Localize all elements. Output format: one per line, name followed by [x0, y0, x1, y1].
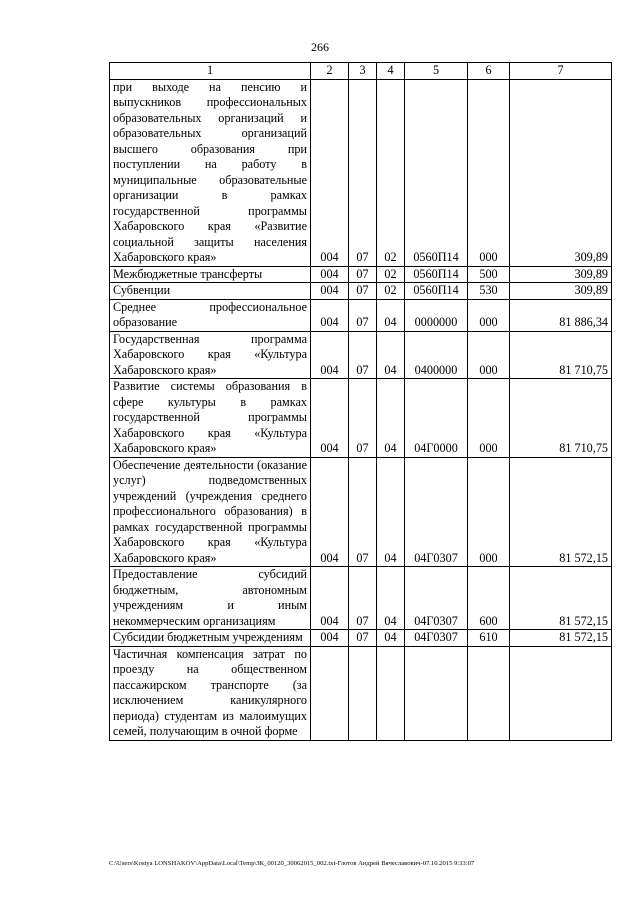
table-row — [110, 299, 612, 331]
cell-target-article: 0400000 — [405, 331, 468, 379]
cell-section: 07 — [349, 266, 377, 283]
column-header: 1 — [110, 63, 311, 80]
cell-expense-type — [468, 646, 510, 740]
cell-subsection — [377, 646, 405, 740]
table-row — [110, 646, 612, 740]
budget-table — [109, 62, 612, 741]
row-description: Субсидии бюджетным учреждениям — [110, 630, 311, 647]
cell-subsection: 04 — [377, 299, 405, 331]
cell-ministry-code: 004 — [311, 630, 349, 647]
table-row — [110, 79, 612, 266]
cell-target-article: 0560П14 — [405, 79, 468, 266]
row-description: Субвенции — [110, 283, 311, 300]
row-description: Развитие системы образования в сфере культуры в рамках государственной программы Хабаровского края «Культура Хабаровского края» — [110, 379, 311, 458]
cell-amount: 309,89 — [510, 266, 612, 283]
row-description: Межбюджетные трансферты — [110, 266, 311, 283]
cell-subsection: 04 — [377, 331, 405, 379]
page-number: 266 — [311, 40, 329, 54]
cell-amount: 309,89 — [510, 79, 612, 266]
table-row — [110, 331, 612, 379]
cell-expense-type: 000 — [468, 331, 510, 379]
cell-target-article: 0000000 — [405, 299, 468, 331]
cell-expense-type: 000 — [468, 79, 510, 266]
cell-amount: 81 710,75 — [510, 331, 612, 379]
cell-section: 07 — [349, 379, 377, 458]
cell-amount: 81 572,15 — [510, 630, 612, 647]
table-row — [110, 379, 612, 458]
column-header: 3 — [349, 63, 377, 80]
cell-target-article: 04Г0000 — [405, 379, 468, 458]
column-header: 2 — [311, 63, 349, 80]
cell-subsection: 04 — [377, 567, 405, 630]
cell-section: 07 — [349, 283, 377, 300]
row-description: Государственная программа Хабаровского края «Культура Хабаровского края» — [110, 331, 311, 379]
cell-amount: 81 572,15 — [510, 567, 612, 630]
row-description: Обеспечение деятельности (оказание услуг) подведомственных учреждений (учреждения среднего профессионального образования) в рамках государственной программы Хабаровского края «Культура Хабаровского края» — [110, 457, 311, 567]
cell-expense-type: 000 — [468, 299, 510, 331]
cell-ministry-code: 004 — [311, 379, 349, 458]
cell-subsection: 02 — [377, 266, 405, 283]
cell-amount — [510, 646, 612, 740]
cell-target-article: 04Г0307 — [405, 567, 468, 630]
cell-target-article — [405, 646, 468, 740]
row-description: Среднее профессиональное образование — [110, 299, 311, 331]
cell-ministry-code: 004 — [311, 266, 349, 283]
table-row — [110, 266, 612, 283]
cell-section — [349, 646, 377, 740]
table-row — [110, 457, 612, 567]
table-row — [110, 283, 612, 300]
cell-ministry-code: 004 — [311, 299, 349, 331]
cell-target-article: 04Г0307 — [405, 630, 468, 647]
cell-section: 07 — [349, 299, 377, 331]
column-header: 7 — [510, 63, 612, 80]
cell-ministry-code: 004 — [311, 79, 349, 266]
cell-expense-type: 610 — [468, 630, 510, 647]
cell-section: 07 — [349, 567, 377, 630]
cell-expense-type: 530 — [468, 283, 510, 300]
row-description: при выходе на пенсию и выпускников профессиональных образовательных организаций и образовательных организаций высшего образования при поступлении на работу в муниципальные образовательные организации в рамках государственной программы Хабаровского края «Развитие социальной защиты населения Хабаровского края» — [110, 79, 311, 266]
file-path-footer: C:\Users\Kostya LONSHAKOV\AppData\Local\Temp\ЗК_00120_30062015_002.txt-Глотов Андрей Вячеславович-07.10.2015 9:33:07 — [109, 860, 475, 867]
table-row — [110, 630, 612, 647]
column-header: 5 — [405, 63, 468, 80]
cell-amount: 81 572,15 — [510, 457, 612, 567]
cell-expense-type: 500 — [468, 266, 510, 283]
cell-ministry-code: 004 — [311, 567, 349, 630]
cell-section: 07 — [349, 79, 377, 266]
cell-subsection: 04 — [377, 379, 405, 458]
column-header: 6 — [468, 63, 510, 80]
cell-subsection: 04 — [377, 630, 405, 647]
cell-section: 07 — [349, 331, 377, 379]
cell-section: 07 — [349, 457, 377, 567]
cell-target-article: 0560П14 — [405, 266, 468, 283]
cell-subsection: 04 — [377, 457, 405, 567]
cell-amount: 81 710,75 — [510, 379, 612, 458]
column-header: 4 — [377, 63, 405, 80]
cell-expense-type: 600 — [468, 567, 510, 630]
cell-ministry-code: 004 — [311, 457, 349, 567]
cell-subsection: 02 — [377, 79, 405, 266]
table-row — [110, 567, 612, 630]
cell-target-article: 04Г0307 — [405, 457, 468, 567]
table-header-row — [110, 63, 612, 80]
row-description: Частичная компенсация затрат по проезду на общественном пассажирском транспорте (за исключением каникулярного периода) студентам из малоимущих семей, получающим в очной форме — [110, 646, 311, 740]
cell-ministry-code — [311, 646, 349, 740]
cell-subsection: 02 — [377, 283, 405, 300]
cell-ministry-code: 004 — [311, 283, 349, 300]
cell-expense-type: 000 — [468, 379, 510, 458]
cell-ministry-code: 004 — [311, 331, 349, 379]
cell-amount: 309,89 — [510, 283, 612, 300]
cell-expense-type: 000 — [468, 457, 510, 567]
cell-section: 07 — [349, 630, 377, 647]
cell-target-article: 0560П14 — [405, 283, 468, 300]
cell-amount: 81 886,34 — [510, 299, 612, 331]
row-description: Предоставление субсидий бюджетным, автономным учреждениям и иным некоммерческим организациям — [110, 567, 311, 630]
